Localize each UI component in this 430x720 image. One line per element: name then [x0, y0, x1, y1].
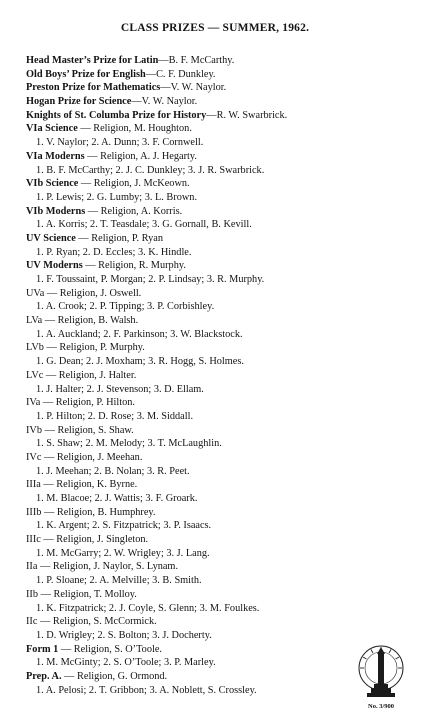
prize-label: Form 1 [26, 643, 59, 655]
class-heading-line [26, 588, 422, 602]
prize-label: VIa Moderns [26, 150, 85, 162]
prize-text: 1. A. Korris; 2. T. Teasdale; 3. G. Gornall, B. Kevill. [36, 219, 252, 231]
prize-text: LVb — Religion, P. Murphy. [26, 342, 145, 354]
prize-label: Knights of St. Columba Prize for History [26, 109, 207, 121]
class-heading-line [26, 506, 422, 520]
prize-text: 1. K. Argent; 2. S. Fitzpatrick; 3. P. Isaacs. [36, 520, 212, 532]
prize-winners-line [26, 355, 422, 369]
page-title: CLASS PRIZES — SUMMER, 1962. [120, 22, 310, 34]
prize-text: —V. W. Naylor. [160, 82, 227, 94]
prize-text: IVa — Religion, P. Hilton. [26, 397, 135, 409]
prize-text: 1. P. Ryan; 2. D. Eccles; 3. K. Hindle. [36, 246, 192, 258]
prize-winners-line [26, 273, 422, 287]
prize-text: 1. K. Fitzpatrick; 2. J. Coyle, S. Glenn; 3. M. Foulkes. [36, 602, 260, 614]
prize-text: 1. M. Blacoe; 2. J. Wattis; 3. F. Groark. [36, 493, 198, 504]
prize-winners-line [26, 136, 422, 150]
prize-text: 1. P. Lewis; 2. G. Lumby; 3. L. Brown. [36, 191, 198, 203]
prize-text: IIIc — Religion, J. Singleton. [26, 534, 149, 546]
prize-text: — Religion, A. Korris. [85, 205, 183, 217]
prize-text: 1. J. Meehan; 2. B. Nolan; 3. R. Peet. [36, 465, 190, 477]
prize-text: —R. W. Swarbrick. [206, 109, 288, 121]
prize-winners-line [26, 602, 422, 616]
printer-logo-icon [353, 634, 409, 712]
prize-label: Hogan Prize for Science [26, 96, 132, 108]
class-heading-line [26, 615, 422, 629]
prize-text: 1. A. Auckland; 2. F. Parkinson; 3. W. Blackstock. [36, 328, 243, 340]
prize-label: VIb Moderns [26, 205, 86, 217]
prize-text: IIb — Religion, T. Molloy. [26, 588, 137, 600]
prize-text: 1. F. Toussaint, P. Morgan; 2. P. Lindsay; 3. R. Murphy. [36, 274, 265, 285]
prize-label: Old Boys’ Prize for English [26, 68, 146, 80]
prize-label: Head Master’s Prize for Latin [26, 55, 159, 66]
prize-winners-line [26, 164, 422, 178]
class-heading-line [26, 424, 422, 438]
prize-text: 1. G. Dean; 2. J. Moxham; 3. R. Hogg, S. Holmes. [36, 356, 244, 368]
class-heading-line [26, 287, 422, 301]
class-heading-line [26, 54, 422, 68]
prize-winners-line [26, 218, 422, 232]
prize-text: — Religion, G. Ormond. [61, 670, 168, 682]
prize-winners-line [26, 437, 422, 451]
prize-text: 1. J. Halter; 2. J. Stevenson; 3. D. Ellam. [36, 383, 204, 395]
prize-winners-line [26, 191, 422, 205]
prize-winners-line [26, 574, 422, 588]
prize-winners-line [26, 519, 422, 533]
prize-text: —V. W. Naylor. [131, 96, 198, 108]
prize-winners-line [26, 328, 422, 342]
class-heading-line [26, 451, 422, 465]
prize-text: IVc — Religion, J. Meehan. [26, 451, 143, 463]
class-heading-line [26, 81, 422, 95]
prize-winners-line [26, 465, 422, 479]
class-heading-line [26, 109, 422, 123]
prize-text: UVa — Religion, J. Oswell. [26, 287, 142, 299]
prize-winners-line [26, 410, 422, 424]
prize-label: UV Moderns [26, 260, 83, 272]
class-heading-line [26, 259, 422, 273]
prize-label: Preston Prize for Mathematics [26, 82, 161, 94]
prize-text: 1. M. McGarry; 2. W. Wrigley; 3. J. Lang. [36, 547, 210, 559]
prize-label: VIa Science [26, 123, 78, 135]
class-heading-line [26, 314, 422, 328]
prize-text: — Religion, P. Ryan [75, 232, 163, 244]
class-heading-line [26, 122, 422, 136]
class-heading-line [26, 396, 422, 410]
prize-text: IVb — Religion, S. Shaw. [26, 424, 134, 436]
class-heading-line [26, 369, 422, 383]
prize-label: Prep. A. [26, 670, 62, 682]
prize-text: IIa — Religion, J. Naylor, S. Lynam. [26, 561, 179, 573]
prize-text: IIIa — Religion, K. Byrne. [26, 479, 138, 491]
prize-text: 1. D. Wrigley; 2. S. Bolton; 3. J. Docherty. [36, 629, 212, 641]
class-heading-line [26, 560, 422, 574]
prize-text: 1. S. Shaw; 2. M. Melody; 3. T. McLaughlin. [36, 438, 222, 450]
prize-text: 1. B. F. McCarthy; 2. J. C. Dunkley; 3. J. R. Swarbrick. [36, 164, 265, 176]
prize-text: 1. P. Sloane; 2. A. Melville; 3. B. Smith. [36, 575, 202, 587]
prize-label: UV Science [26, 232, 76, 244]
prize-winners-line [26, 383, 422, 397]
prize-winners-line [26, 246, 422, 260]
prize-text: — Religion, A. J. Hegarty. [84, 150, 197, 162]
class-heading-line [26, 478, 422, 492]
class-heading-line [26, 205, 422, 219]
prize-text: 1. M. McGinty; 2. S. O’Toole; 3. P. Marley. [36, 657, 216, 669]
printer-number: No. 3/900 [368, 703, 394, 710]
prize-text: LVc — Religion, J. Halter. [26, 369, 137, 381]
class-heading-line [26, 232, 422, 246]
class-heading-line [26, 68, 422, 82]
prize-text: — Religion, R. Murphy. [82, 260, 186, 272]
prize-text: LVa — Religion, B. Walsh. [26, 315, 139, 327]
prize-text: — Religion, J. McKeown. [78, 178, 190, 190]
prize-text: 1. A. Pelosi; 2. T. Gribbon; 3. A. Noblett, S. Crossley. [36, 684, 257, 696]
prize-text: 1. P. Hilton; 2. D. Rose; 3. M. Siddall. [36, 410, 194, 422]
class-heading-line [26, 95, 422, 109]
class-heading-line [26, 533, 422, 547]
prize-text: IIIb — Religion, B. Humphrey. [26, 506, 156, 518]
class-heading-line [26, 341, 422, 355]
prize-text: — Religion, M. Houghton. [77, 123, 192, 135]
prize-winners-line [26, 300, 422, 314]
prize-text: —B. F. McCarthy. [158, 55, 235, 66]
printer-seal [353, 634, 409, 712]
prize-text: 1. V. Naylor; 2. A. Dunn; 3. F. Cornwell. [36, 137, 204, 149]
prize-text: IIc — Religion, S. McCormick. [26, 616, 157, 628]
prize-winners-line [26, 492, 422, 506]
prize-text: 1. A. Crook; 2. P. Tipping; 3. P. Corbishley. [36, 301, 215, 313]
prize-text: — Religion, S. O’Toole. [58, 643, 162, 655]
prize-list [26, 54, 422, 697]
class-heading-line [26, 177, 422, 191]
class-heading-line [26, 150, 422, 164]
prize-text: —C. F. Dunkley. [145, 68, 216, 80]
prize-label: VIb Science [26, 178, 79, 190]
prize-winners-line [26, 547, 422, 561]
